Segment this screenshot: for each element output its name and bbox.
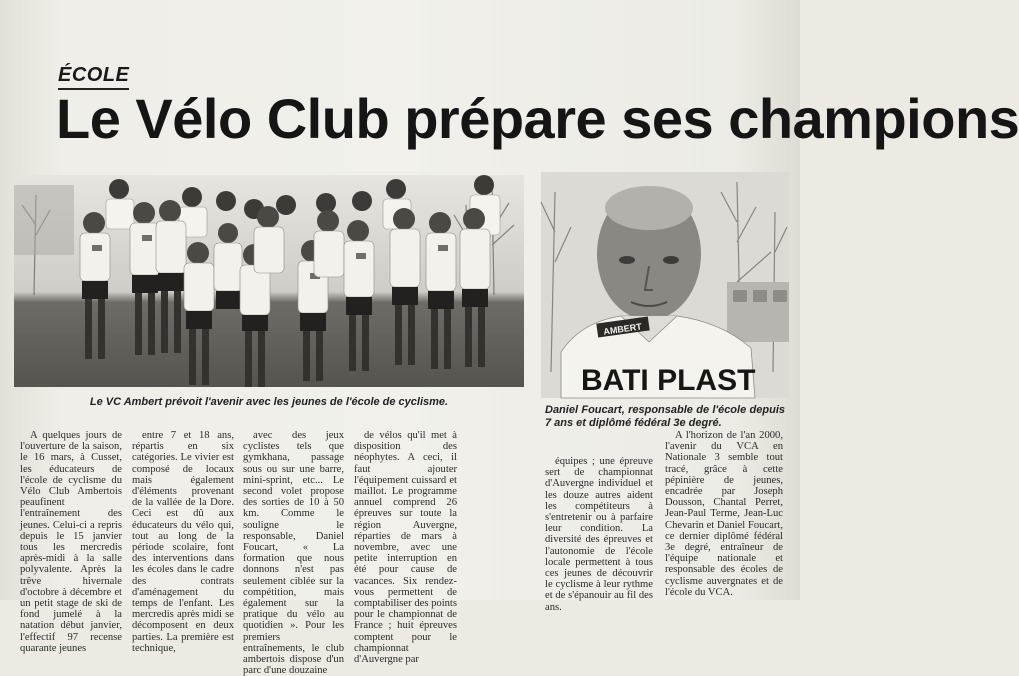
article-column-1: [20, 430, 122, 654]
article-column-6: [665, 430, 783, 600]
jersey-sponsor-text: BATI PLAST: [581, 364, 756, 397]
group-photo-caption: Le VC Ambert prévoit l'avenir avec les jeunes de l'école de cyclisme.: [89, 396, 449, 408]
article-column-5: [545, 456, 653, 626]
jersey-brand-text: AMBERT: [602, 321, 643, 337]
portrait-photo: [541, 172, 789, 398]
portrait-photo-illustration: [541, 172, 789, 398]
article-column-2: [132, 430, 234, 654]
column-text: A quelques jours de l'ouverture de la saison, le 16 mars, à Cusset, les éducateurs de l'école de cyclisme du Vélo Club Ambertois peaufinent l'entraînement des jeunes. Celui-ci a repris depuis le 15 janvier tous les mercredis après-midi à la salle polyvalente. Après la trêve hivernale d'octobre à décembre et un petit stage de ski de fond jumelé à la natation début janvier, l'effectif 97 recense quarante jeunes: [20, 430, 122, 654]
column-text: entre 7 et 18 ans, répartis en six catégories. Le vivier est composé de locaux mais également d'éléments provenant de la vallée de la Dore. Ceci est dû aux éducateurs du vélo qui, tout au long de la période scolaire, font des interventions dans les écoles dans le cadre des contrats d'aménagement du temps de l'enfant. Les mercredis après midi se décomposent en deux parties. La première est technique,: [132, 430, 234, 654]
column-text: équipes ; une épreuve sert de championnat d'Auvergne individuel et les douze autres aident les compétiteurs à s'entretenir ou à parfaire leur condition. La diversité des épreuves et l'autonomie de l'école locale permettent à tous ces jeunes de découvrir le cyclisme à leur rythme et de s'épanouir au fil des ans.: [545, 456, 653, 613]
group-photo-illustration: [14, 175, 524, 387]
column-text: de vélos qu'il met à disposition des néophytes. A ceci, il faut ajouter l'équipement cuissard et maillot. Le programme annuel comprend 26 épreuves sur toute la région Auvergne, réparties de mars à novembre, avec une petite interruption en été pour cause de vacances. Six rendez-vous permettent de comptabiliser des points pour le championnat de France ; huit épreuves comptent pour le championnat d'Auvergne par: [354, 430, 457, 666]
portrait-photo-caption: Daniel Foucart, responsable de l'école depuis 7 ans et diplômé fédéral 3e degré.: [545, 404, 785, 429]
bleed-through-text: [0, 0, 800, 44]
column-text: avec des jeux cyclistes tels que gymkhana, passage sous ou sur une barre, mini-sprint, etc... Le second volet propose des sorties de 10 à 50 km. Comme le souligne le responsable, Daniel Foucart, « La formation que nous donnons n'est pas seulement ciblée sur la compétition, mais également sur la pratique du vélo au quotidien ». Pour les premiers entraînements, le club ambertois dispose d'un parc d'une douzaine: [243, 430, 344, 676]
group-photo: [14, 175, 524, 387]
article-column-3: [243, 430, 344, 676]
column-text: A l'horizon de l'an 2000, l'avenir du VCA en Nationale 3 semble tout tracé, grâce à cette pépinière de jeunes, encadrée par Joseph Dousson, Chantal Perret, Jean-Paul Terme, Jean-Luc Chevarin et Daniel Foucart, ce dernier diplômé fédéral 3e degré, entraîneur de l'équipe nationale et responsable des écoles de cyclisme auvergnates et de l'école du VCA.: [665, 430, 783, 598]
section-rubric: ÉCOLE: [58, 64, 130, 86]
headline: Le Vélo Club prépare ses champions: [56, 87, 1019, 150]
article-column-4: [354, 430, 457, 666]
